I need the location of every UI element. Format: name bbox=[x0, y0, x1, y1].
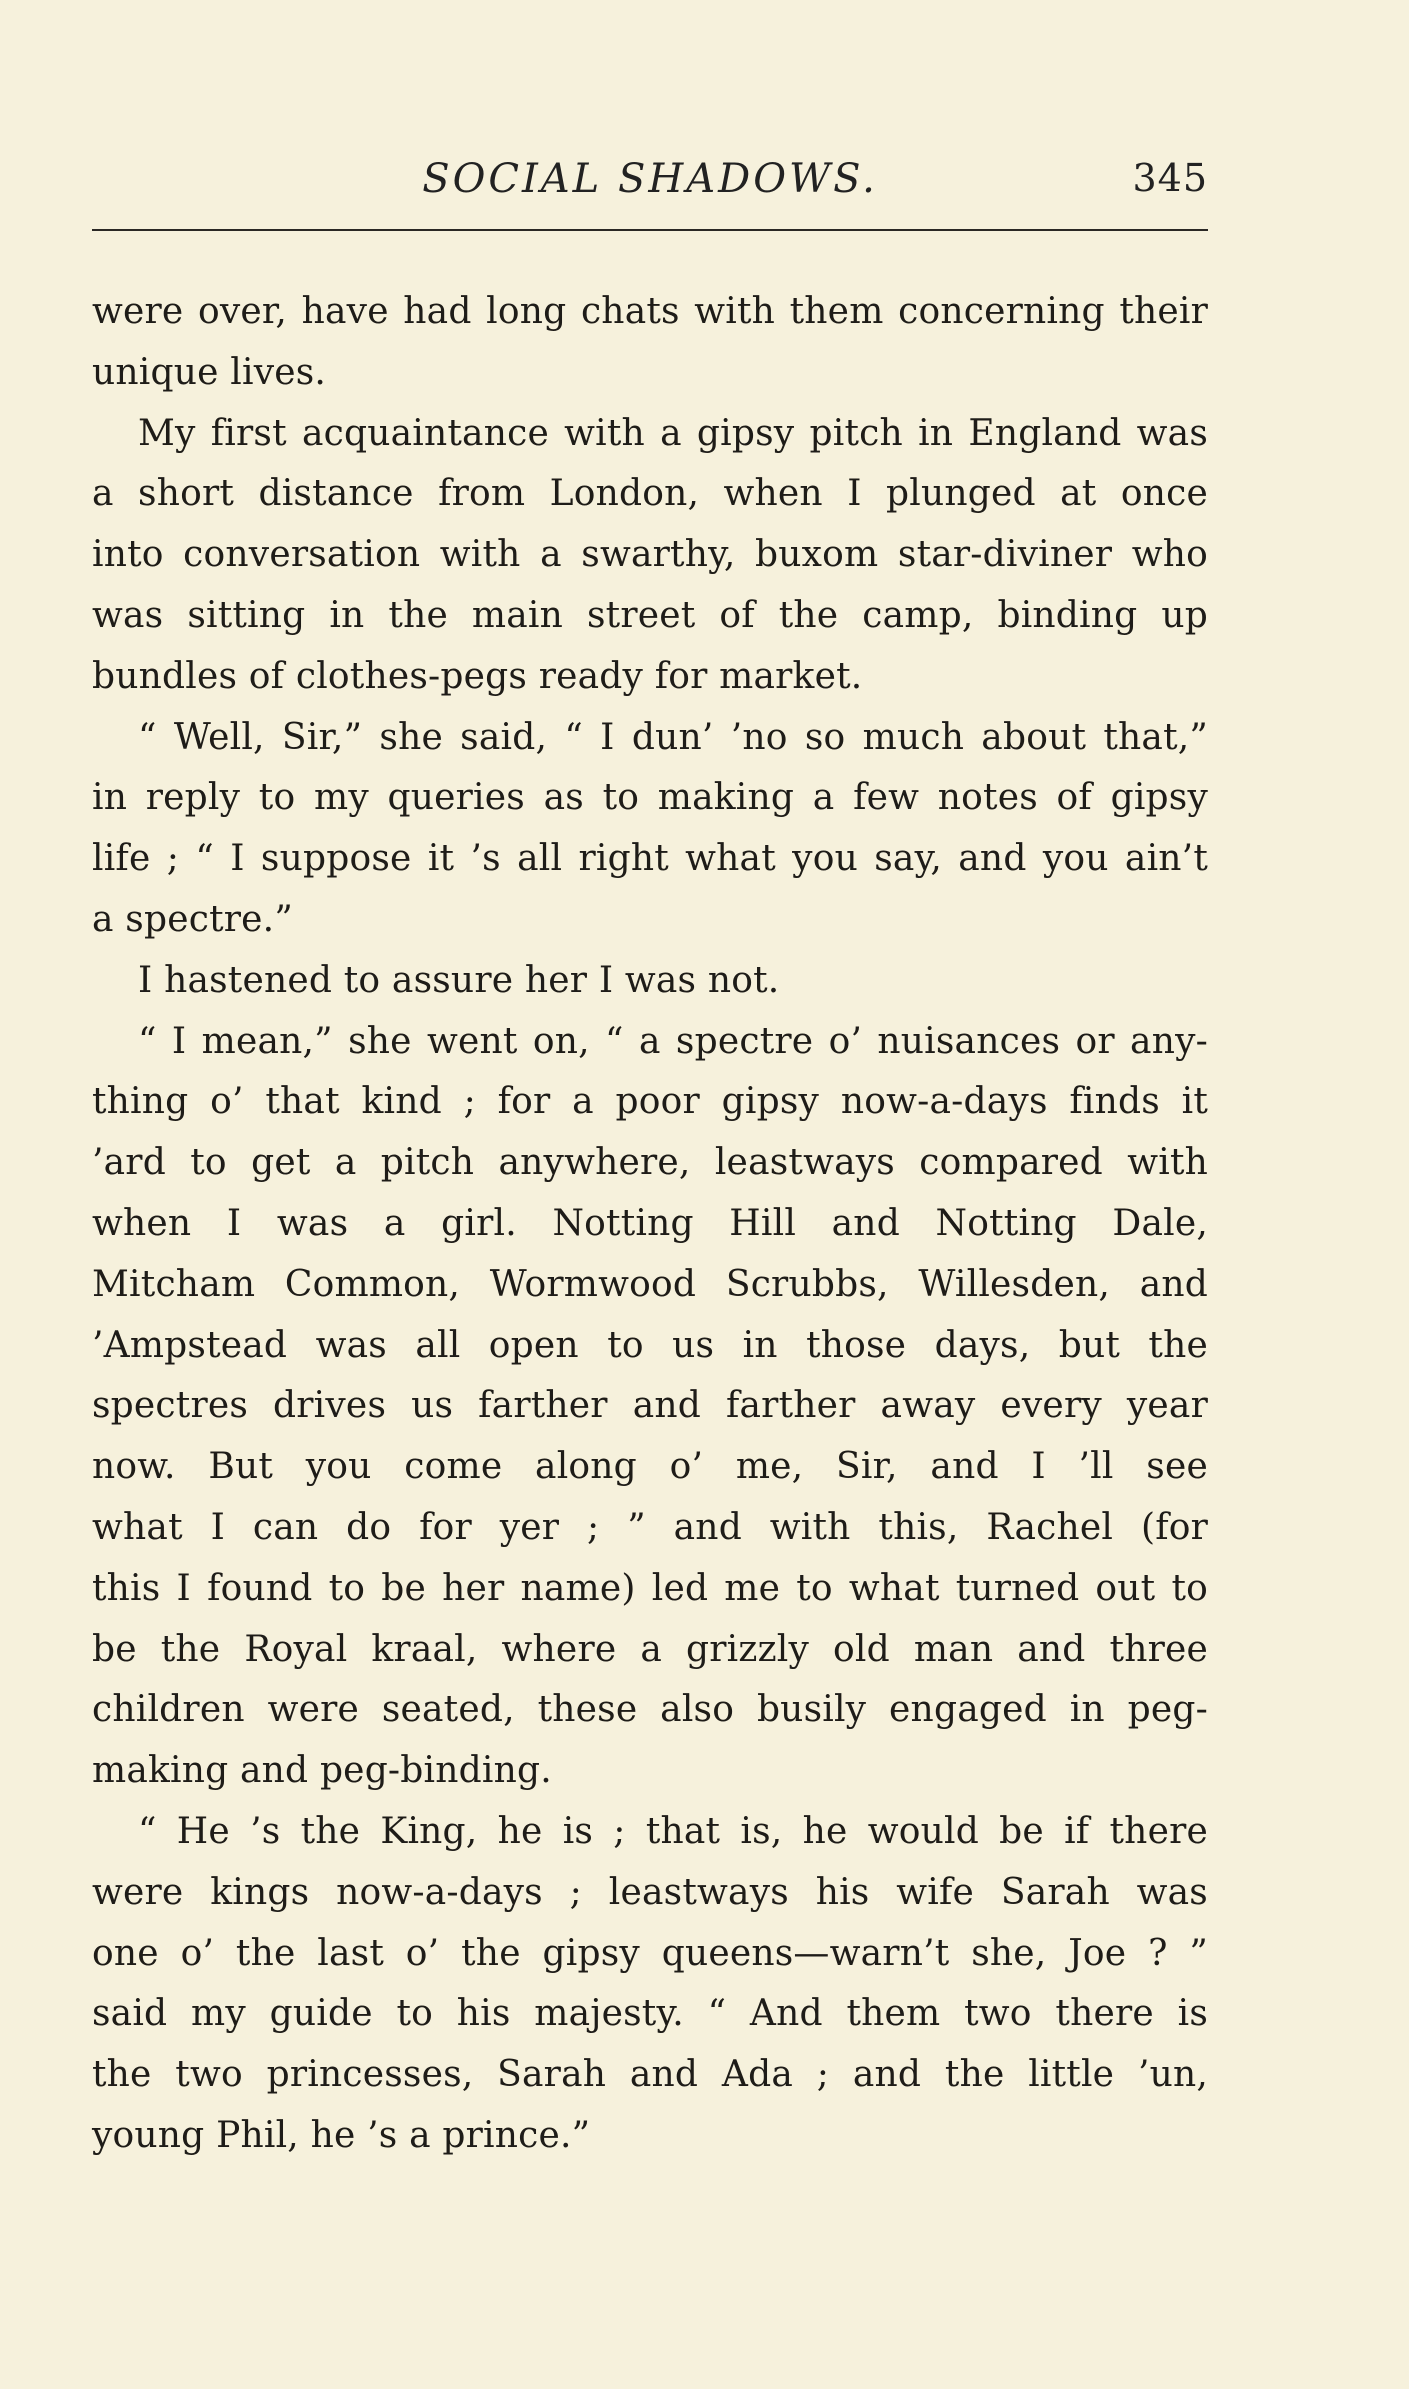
text-line: My first acquaintance with a gipsy pitch in England was bbox=[138, 412, 1208, 454]
text-line: making and peg-binding. bbox=[92, 1750, 552, 1792]
header-rule bbox=[92, 229, 1208, 231]
text-line: be the Royal kraal, where a grizzly old man and three bbox=[92, 1628, 1208, 1670]
page-number: 345 bbox=[1132, 156, 1208, 200]
text-line: in reply to my queries as to making a few notes of gipsy bbox=[92, 777, 1208, 819]
text-line: said my guide to his majesty. “ And them two there is bbox=[92, 1993, 1208, 2035]
text-line: spectres drives us farther and farther away every year bbox=[92, 1385, 1208, 1427]
text-line: a spectre.” bbox=[92, 898, 293, 940]
text-line: young Phil, he ’s a prince.” bbox=[92, 2114, 591, 2156]
text-line: ’ard to get a pitch anywhere, leastways compared with bbox=[92, 1142, 1208, 1184]
text-line: the two princesses, Sarah and Ada ; and the little ’un, bbox=[92, 2054, 1208, 2096]
body-text bbox=[92, 282, 1208, 2167]
text-line: children were seated, these also busily engaged in peg- bbox=[92, 1689, 1208, 1731]
text-line: were kings now-a-days ; leastways his wife Sarah was bbox=[92, 1871, 1208, 1913]
text-line: into conversation with a swarthy, buxom star-diviner who bbox=[92, 534, 1208, 576]
text-line: ’Ampstead was all open to us in those days, but the bbox=[92, 1324, 1208, 1366]
text-line: “ I mean,” she went on, “ a spectre o’ nuisances or any- bbox=[138, 1020, 1208, 1062]
running-title: SOCIAL SHADOWS. bbox=[422, 156, 878, 202]
text-line: “ Well, Sir,” she said, “ I dun’ ’no so much about that,” bbox=[138, 716, 1208, 758]
text-line: what I can do for yer ; ” and with this, Rachel (for bbox=[92, 1506, 1208, 1548]
text-line: bundles of clothes-pegs ready for market. bbox=[92, 655, 863, 697]
text-line: thing o’ that kind ; for a poor gipsy now-a-days finds it bbox=[92, 1081, 1208, 1123]
text-line: when I was a girl. Notting Hill and Notting Dale, bbox=[92, 1202, 1208, 1244]
text-line: this I found to be her name) led me to what turned out to bbox=[92, 1567, 1208, 1609]
text-line: a short distance from London, when I plunged at once bbox=[92, 473, 1208, 515]
text-line: were over, have had long chats with them concerning their bbox=[92, 291, 1208, 332]
text-line: Mitcham Common, Wormwood Scrubbs, Willesden, and bbox=[92, 1263, 1208, 1305]
text-line: “ He ’s the King, he is ; that is, he would be if there bbox=[138, 1810, 1208, 1852]
running-head bbox=[92, 140, 1208, 200]
text-line: unique lives. bbox=[92, 351, 327, 393]
text-line: one o’ the last o’ the gipsy queens—warn’t she, Joe ? ” bbox=[92, 1932, 1208, 1974]
text-line: now. But you come along o’ me, Sir, and I ’ll see bbox=[92, 1446, 1208, 1488]
text-line: I hastened to assure her I was not. bbox=[138, 959, 780, 1001]
text-line: life ; “ I suppose it ’s all right what you say, and you ain’t bbox=[92, 838, 1208, 880]
text-line: was sitting in the main street of the camp, binding up bbox=[92, 594, 1208, 636]
book-page bbox=[92, 140, 1208, 2156]
